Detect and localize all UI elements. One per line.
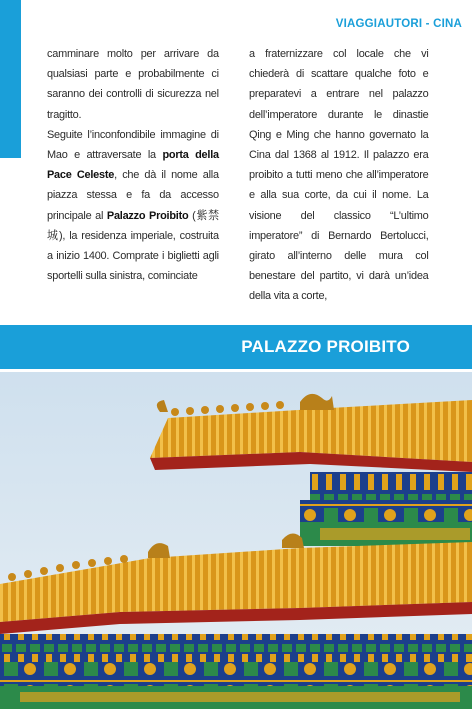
bold-term: porta della Pace Celeste	[47, 149, 219, 182]
section-banner	[0, 325, 472, 369]
running-header: VIAGGIAUTORI - CINA	[335, 18, 462, 30]
paragraph: a fraternizzare col locale che vi chiederà di scattare qualche foto e preparatevi a entrare nel palazzo dell’imperatore durante le dinastie Qing e Ming che hanno governato la Cina dal 1368 al 1912. Il palazzo era proibito a tutti meno che all’imperatore e alla sua corte, da cui il nome. La visione del classico “L’ultimo imperatore” di Bernardo Bertolucci, girato all’interno delle mura col benestare del partito, vi darà un’idea della vita a corte,	[249, 48, 429, 303]
right-text-column	[249, 44, 429, 307]
left-text-column	[47, 44, 219, 286]
section-title: PALAZZO PROIBITO	[241, 337, 410, 356]
paragraph: camminare molto per arrivare da qualsiasi parte e probabilmente ci saranno dei controlli di sicurezza nel tragitto.	[47, 48, 219, 121]
page-edge-tab	[0, 0, 21, 158]
bold-term: Palazzo Proibito	[106, 209, 189, 222]
paragraph: Seguite l’inconfondibile immagine di Mao e attraversate la porta della Pace Celeste, che dà il nome alla piazza stessa e fa da accesso principale al Palazzo Proibito (紫禁城), la residenza imperiale, costruita a inizio 1400. Comprate i biglietti agli sportelli sulla sinistra, cominciate	[47, 128, 219, 283]
forbidden-city-roof-photo	[0, 372, 472, 709]
